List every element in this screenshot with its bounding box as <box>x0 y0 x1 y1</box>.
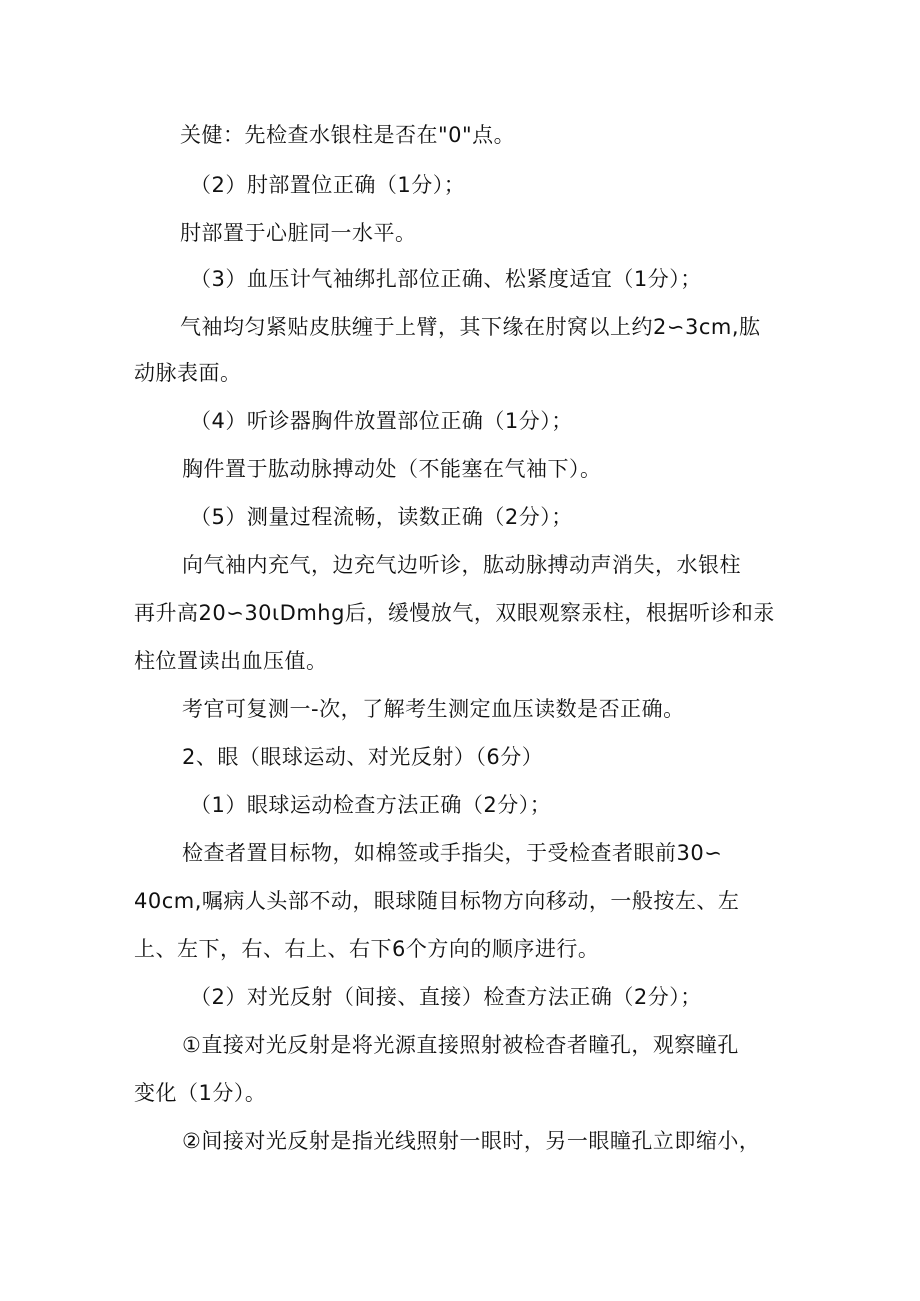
text-line-15: （1）眼球运动检查方法正确（2分）； <box>190 793 552 817</box>
text-line-9: （5）测量过程流畅，读数正确（2分）； <box>190 505 573 529</box>
text-line-13: 考官可复测一-次，了解考生测定血压读数是否正确。 <box>182 697 685 721</box>
text-line-2: （2）肘部置位正确（1分）； <box>190 173 466 197</box>
text-line-4: （3）血压计气袖绑扎部位正确、松紧度适宜（1分）； <box>190 267 702 291</box>
text-line-10: 向气袖内充气，边充气边听诊，肱动脉搏动声消失，水银柱 <box>182 553 741 577</box>
text-line-11: 再升高20∽30ιDmhg后，缓慢放气，双眼观察汞柱，根据听诊和汞 <box>134 601 775 625</box>
text-line-20: ①直接对光反射是将光源直接照射被检杳者瞳孔，观察瞳孔 <box>182 1033 739 1057</box>
text-line-3: 肘部置于心脏同一水平。 <box>180 221 417 245</box>
text-line-7: （4）听诊器胸件放置部位正确（1分）； <box>190 409 573 433</box>
text-line-19: （2）对光反射（间接、直接）检查方法正确（2分）； <box>190 985 702 1009</box>
text-line-5: 气袖均匀紧贴皮肤缠于上臂，其下缘在肘窝以上约2∽3cm,肱 <box>180 315 761 339</box>
text-line-17: 40cm,嘱病人头部不动，眼球随目标物方向移动，一般按左、左 <box>134 889 740 913</box>
text-line-12: 柱位置读出血压值。 <box>134 649 328 673</box>
text-line-22: ②间接对光反射是指光线照射一眼时，另一眼瞳孔立即缩小， <box>182 1129 761 1153</box>
text-line-16: 检查者置目标物，如棉签或手指尖，于受检查者眼前30∽ <box>182 841 723 865</box>
text-line-18: 上、左下，右、右上、右下6个方向的顺序进行。 <box>134 937 600 961</box>
text-line-8: 胸件置于肱动脉搏动处（不能塞在气袖下）。 <box>182 457 602 481</box>
text-line-14: 2、眼（眼球运动、对光反射）（6分） <box>182 745 544 769</box>
text-line-21: 变化（1分）。 <box>134 1081 267 1105</box>
text-line-1: 关健：先检查水银柱是否在"0"点。 <box>180 123 516 147</box>
text-line-6: 动脉表面。 <box>134 361 242 385</box>
